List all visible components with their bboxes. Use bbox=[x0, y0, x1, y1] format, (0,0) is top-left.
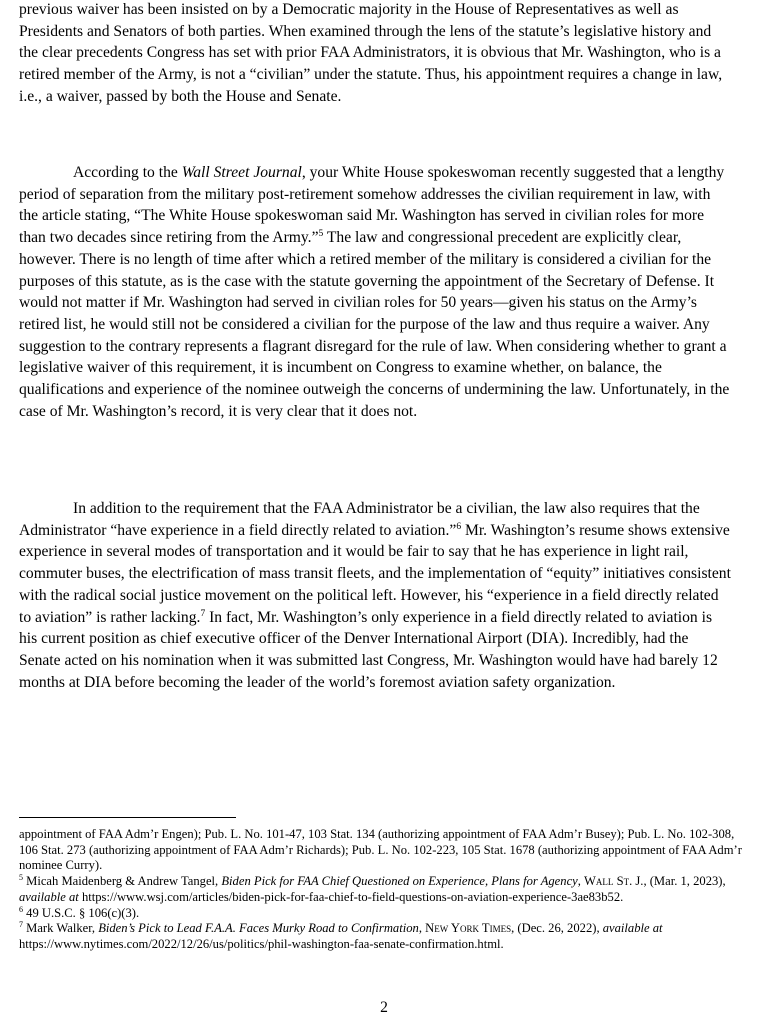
footnote-ref-7: 7 bbox=[200, 608, 206, 619]
footnote-5-comma: , bbox=[577, 874, 585, 889]
footnote-ref-5: 5 bbox=[318, 229, 324, 240]
footnote-ref-6: 6 bbox=[456, 521, 462, 532]
footnote-7-available-at: available at bbox=[602, 921, 663, 936]
footnote-5-date: , (Mar. 1, 2023), bbox=[643, 874, 726, 889]
footnotes bbox=[19, 827, 743, 953]
footnote-6-text: 49 U.S.C. § 106(c)(3). bbox=[23, 905, 140, 920]
footnote-7-title: Biden’s Pick to Lead F.A.A. Faces Murky Road to Confirmation bbox=[98, 921, 419, 936]
paragraph-3-text-mid: Mr. Washington’s resume shows extensive experience in several modes of transportation and it would be fair to say that he has experience in light rail, commuter buses, the electrification of mass transit fleets, and the implementation of “equity” initiatives consistent with the radical social justice movement on the political left. However, his “experience in a field directly related to aviation” is rather lacking. bbox=[19, 521, 731, 626]
paragraph-2-text-start: According to the bbox=[73, 164, 182, 181]
footnote-continued: appointment of FAA Adm’r Engen); Pub. L. No. 101-47, 103 Stat. 134 (authorizing appointment of FAA Adm’r Busey); Pub. L. No. 102-308, 106 Stat. 273 (authorizing appointment of FAA Adm’r Richards); Pub. L. No. 102-223, 105 Stat. 1678 (authorizing appointment of FAA Adm’r nominee Curry). bbox=[19, 827, 742, 873]
paragraph-1 bbox=[19, 0, 731, 108]
paragraph-1-text: previous waiver has been insisted on by a Democratic majority in the House of Representatives as well as Presidents and Senators of both parties. When examined through the lens of the statute’s legislative history and the clear precedents Congress has set with prior FAA Administrators, it is obvious that Mr. Washington, who is a retired member of the Army, is not a “civilian” under the statute. Thus, his appointment requires a change in law, i.e., a waiver, passed by both the House and Senate. bbox=[19, 1, 723, 105]
paragraph-2-text-mid: , your White House spokeswoman recently suggested that a lengthy period of separation from the military post-retirement somehow addresses the civilian requirement in law, with the article stating, “The White House spokeswoman said Mr. Washington has served in civilian roles for more than two decades since retiring from the Army.” bbox=[19, 164, 725, 247]
footnote-5-number: 5 bbox=[19, 873, 23, 883]
paragraph-3-text-start: In addition to the requirement that the FAA Administrator be a civilian, the law also requires that the Administrator “have experience in a field directly related to aviation.” bbox=[19, 500, 700, 539]
footnote-7 bbox=[19, 921, 743, 952]
paragraph-3 bbox=[19, 498, 731, 693]
footnote-5-journal: Wall St. J. bbox=[584, 874, 644, 889]
footnote-5-authors: Micah Maidenberg & Andrew Tangel, bbox=[23, 874, 222, 889]
wsj-title: Wall Street Journal bbox=[181, 164, 302, 181]
footnote-7-journal: New York Times bbox=[425, 921, 512, 936]
footnote-6 bbox=[19, 906, 743, 922]
footnote-7-number: 7 bbox=[19, 920, 23, 930]
page-number: 2 bbox=[380, 999, 388, 1016]
footnote-5-available-at: available at bbox=[19, 889, 79, 904]
paragraph-2-text-end: The law and congressional precedent are explicitly clear, however. There is no length of time after which a retired member of the military is considered a civilian for the purposes of this statute, as is the case with the statute governing the appointment of the Secretary of Defense. It would not matter if Mr. Washington had served in civilian roles for 50 years—given his status on the Army’s retired list, he would still not be considered a civilian for the purpose of the law and thus require a waiver. Any suggestion to the contrary represents a flagrant disregard for the rule of law. When considering whether to grant a legislative waiver of this requirement, it is incumbent on Congress to examine whether, on balance, the qualifications and experience of the nominee outweigh the concerns of undermining the law. Unfortunately, in the case of Mr. Washington’s record, it is very clear that it does not. bbox=[19, 229, 730, 420]
footnote-divider bbox=[19, 817, 236, 818]
footnote-5-url: https://www.wsj.com/articles/biden-pick-for-faa-chief-to-field-questions-on-aviation-experience-3ae83b52. bbox=[78, 889, 624, 904]
footnote-5-title: Biden Pick for FAA Chief Questioned on Experience, Plans for Agency bbox=[221, 874, 578, 889]
footnote-7-url: https://www.nytimes.com/2022/12/26/us/politics/phil-washington-faa-senate-confirmation.html. bbox=[19, 936, 504, 951]
footnote-6-number: 6 bbox=[19, 904, 23, 914]
footnote-7-author: Mark Walker, bbox=[23, 921, 99, 936]
footnote-7-comma: , bbox=[418, 921, 426, 936]
paragraph-2 bbox=[19, 162, 731, 422]
footnote-7-date: , (Dec. 26, 2022), bbox=[511, 921, 603, 936]
footnote-5 bbox=[19, 874, 743, 905]
paragraph-3-text-end: In fact, Mr. Washington’s only experience in a field directly related to aviation is his current position as chief executive officer of the Denver International Airport (DIA). Incredibly, had the Senate acted on his nomination when it was submitted last Congress, Mr. Washington would have had barely 12 months at DIA before becoming the leader of the world’s foremost aviation safety organization. bbox=[19, 608, 718, 691]
